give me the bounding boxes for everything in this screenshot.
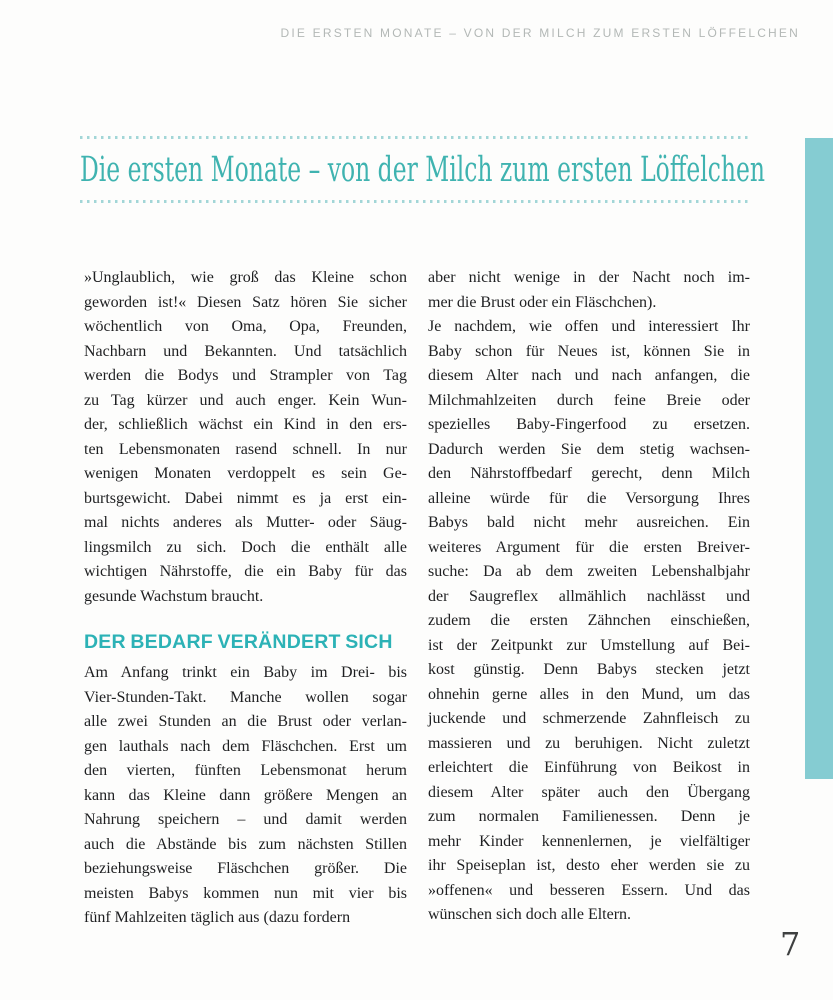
title-block <box>80 136 766 203</box>
article-columns <box>84 266 750 931</box>
dotted-rule-top <box>80 136 750 139</box>
left-column <box>84 266 407 931</box>
body-paragraph: Je nachdem, wie offen und interessiert Ihr Baby schon für Neues ist, können Sie in diesem Alter nach und nach anfangen, die Milchmahlzeiten durch feine Breie oder spezielles Baby-Fingerfood zu ersetzen. Dadurch werden Sie dem stetig wachsen- den Nährstoffbedarf gerecht, denn Milch alleine würde für die Versorgung Ihres Babys bald nicht mehr ausreichen. Ein weiteres Argument für die ersten Breiver- suche: Da ab dem zweiten Lebenshalbjahr der Saugreflex allmählich nachlässt und zudem die ersten Zähnchen einschießen, ist der Zeitpunkt zur Umstellung auf Bei- kost günstig. Denn Babys stecken jetzt ohnehin gerne alles in den Mund, um das juckende und schmerzende Zahnfleisch zu massieren und zu beruhigen. Nicht zuletzt erleichtert die Einführung von Beikost in diesem Alter später auch den Übergang zum normalen Familienessen. Denn je mehr Kinder kennenlernen, je vielfältiger ihr Speiseplan ist, desto eher werden sie zu »offenen« und besseren Essern. Und das wünschen sich doch alle Eltern. <box>428 318 750 923</box>
body-paragraph: Am Anfang trinkt ein Baby im Drei- bis Vier-Stunden-Takt. Manche wollen sogar alle zwei Stunden an die Brust oder verlan- gen lauthals nach dem Fläschchen. Erst um den vierten, fünften Lebensmonat herum kann das Kleine dann größere Mengen an Nahrung speichern – und damit werden auch die Abstände bis zum nächsten Stillen beziehungsweise Fläschchen größer. Die meisten Babys kommen nun mit vier bis fünf Mahlzeiten täglich aus (dazu fordern <box>84 664 407 926</box>
body-paragraph: aber nicht wenige in der Nacht noch im- mer die Brust oder ein Fläschchen). <box>428 269 750 311</box>
running-header: DIE ERSTEN MONATE – VON DER MILCH ZUM ERSTEN LÖFFELCHEN <box>280 26 800 40</box>
page-title <box>80 149 766 191</box>
page-number: 7 <box>780 925 801 963</box>
side-accent-bar <box>805 138 833 779</box>
dotted-rule-bottom <box>80 200 750 203</box>
right-column <box>428 266 750 931</box>
page-title-text: Die ersten Monate – von der Milch zum ersten Löffelchen <box>80 150 766 190</box>
body-paragraph: »Unglaublich, wie groß das Kleine schon geworden ist!« Diesen Satz hören Sie sicher wöchentlich von Oma, Opa, Freunden, Nachbarn und Bekannten. Und tatsächlich werden die Bodys und Strampler von Tag zu Tag kürzer und auch enger. Kein Wun- der, schließlich wächst ein Kind in den ers- ten Lebensmonaten rasend schnell. In nur wenigen Monaten verdoppelt es sein Ge- burtsgewicht. Dabei nimmt es ja erst ein- mal nichts anderes als Mutter- oder Säug- lingsmilch zu sich. Doch die enthält alle wichtigen Nährstoffe, die ein Baby für das gesunde Wachstum braucht. <box>84 269 407 605</box>
section-subheading: DER BEDARF VERÄNDERT SICH <box>84 631 393 653</box>
